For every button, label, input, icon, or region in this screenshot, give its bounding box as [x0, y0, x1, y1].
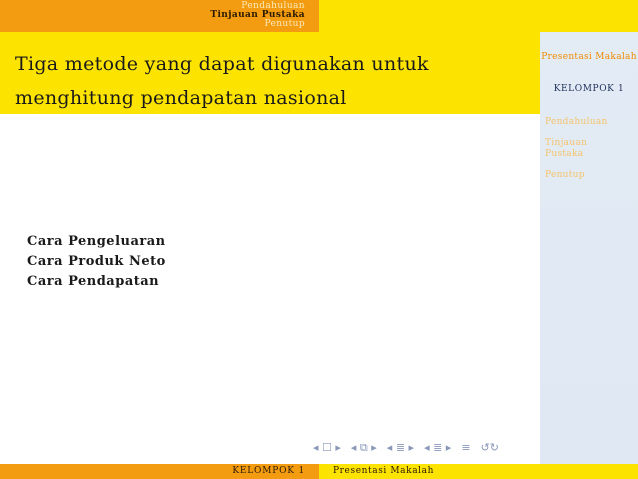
nav-section-pendahuluan[interactable]: Pendahuluan	[241, 1, 305, 11]
nav-search-icon[interactable]: ↺↻	[480, 441, 499, 454]
nav-frame-icon[interactable]: ◂ ⧉ ▸	[350, 441, 377, 454]
sidebar-item-penutup[interactable]: Penutup	[545, 170, 585, 180]
footer-author: KELOMPOK 1	[232, 466, 305, 476]
sidebar-title[interactable]: Presentasi Makalah	[541, 52, 637, 62]
sidebar-author[interactable]: KELOMPOK 1	[553, 84, 625, 94]
nav-align-icon[interactable]: ≡	[461, 441, 471, 454]
sidebar	[540, 32, 638, 464]
frame-title: Tiga metode yang dapat digunakan untuk menghitung pendapatan nasional	[15, 53, 429, 109]
list-item: Cara Pengeluaran	[27, 234, 166, 249]
section-navigation	[0, 2, 305, 29]
nav-subsection-icon[interactable]: ◂ ≣ ▸	[386, 441, 415, 454]
nav-first-icon[interactable]: ◂ ☐ ▸	[313, 441, 341, 454]
list-item: Cara Produk Neto	[27, 254, 166, 269]
nav-section-penutup[interactable]: Penutup	[264, 19, 305, 29]
nav-section-icon[interactable]: ◂ ≣ ▸	[424, 441, 452, 454]
navigation-symbols	[313, 441, 499, 455]
method-list	[27, 232, 166, 292]
list-item: Cara Pendapatan	[27, 274, 160, 289]
sidebar-item-tinjauan-pustaka[interactable]: Tinjauan Pustaka	[545, 138, 588, 159]
sidebar-item-pendahuluan[interactable]: Pendahuluan	[545, 117, 608, 127]
nav-section-tinjauan-pustaka[interactable]: Tinjauan Pustaka	[210, 10, 305, 20]
sidebar-toc	[545, 117, 635, 191]
footer-title: Presentasi Makalah	[333, 466, 435, 476]
